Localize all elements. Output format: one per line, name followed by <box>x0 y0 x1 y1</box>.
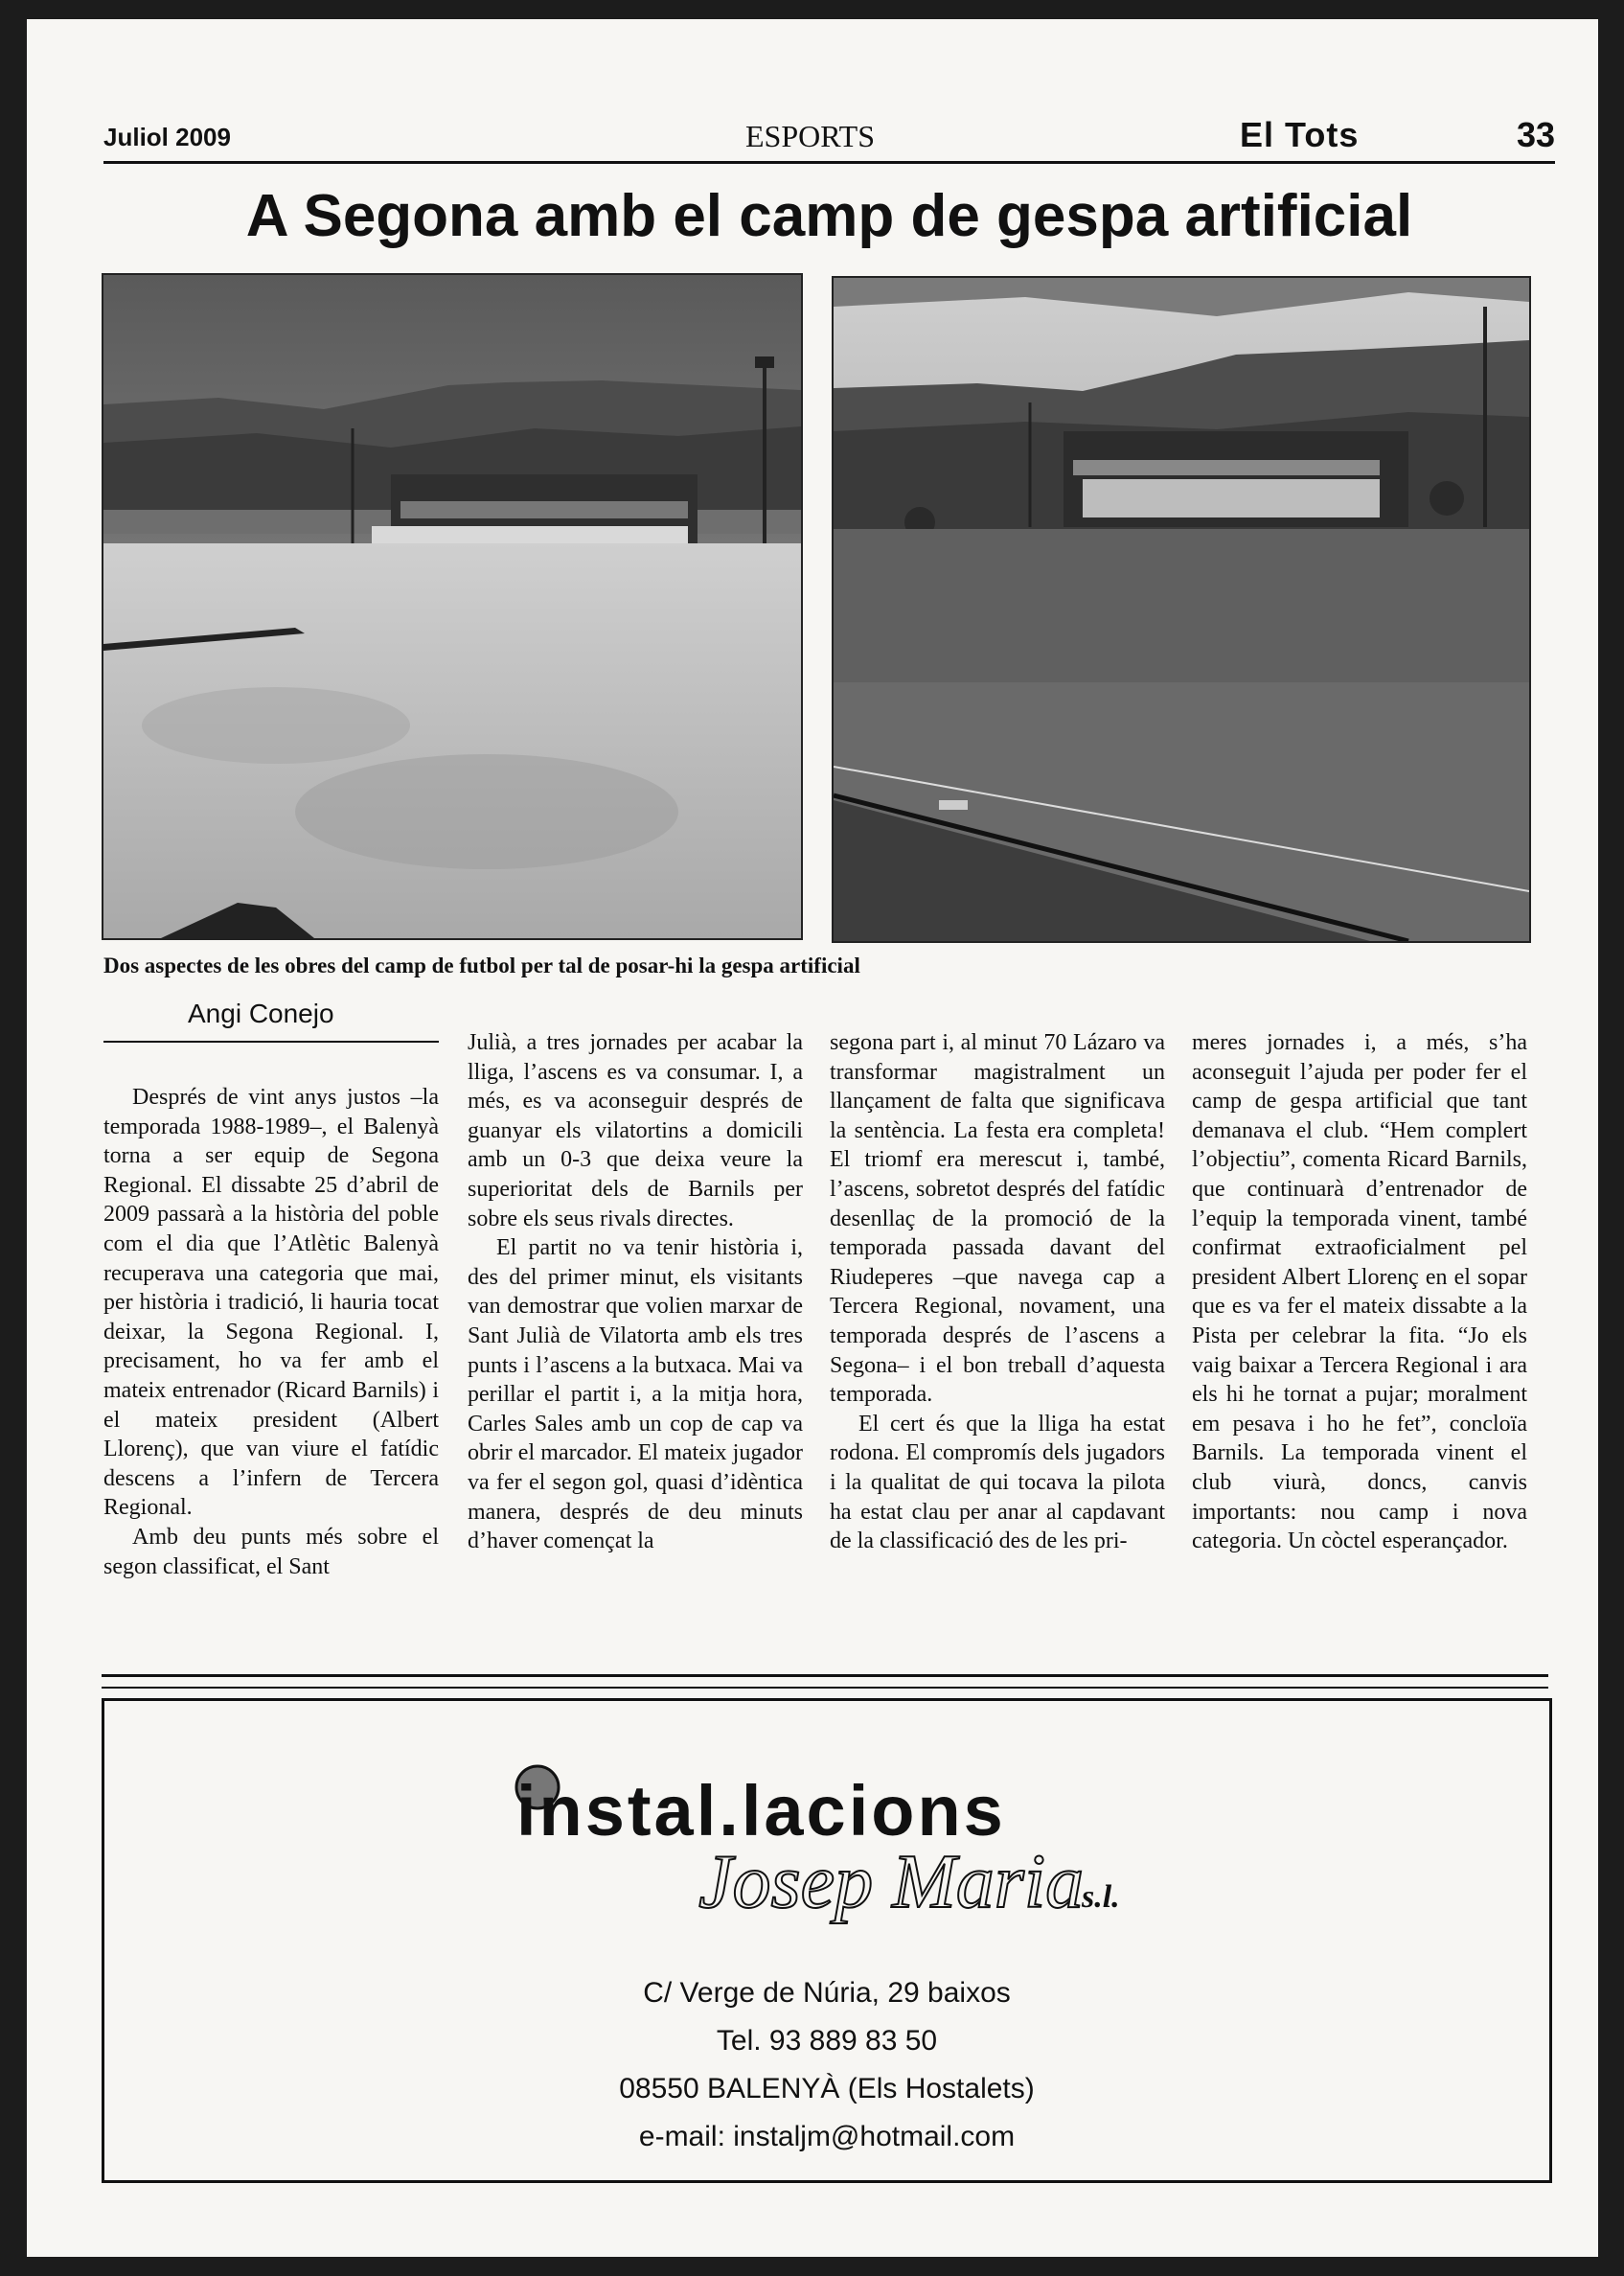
company-logo <box>488 1739 1254 1931</box>
article-author <box>103 999 439 1043</box>
logo-script-text: Josep Maria <box>698 1840 1085 1924</box>
header-date: Juliol 2009 <box>103 123 231 151</box>
paragraph: El cert és que la lliga ha estat rodona. El compromís dels jugadors i la qualitat de qui tocava la pilota ha estat clau per anar al capdavant de la classificació des de les pri- <box>830 1411 1165 1554</box>
paragraph: Després de vint anys justos –la temporada 1988-1989–, el Balenyà torna a ser equip de Segona Regional. El dissabte 25 d’abril de 2009 passarà a la història del poble com el dia que l’Atlètic Balenyà recuperava una categoria que mai, per història i tradició, li hauria tocat deixar, la Segona Regional. I, precisament, ho va fer amb el mateix entrenador (Ricard Barnils) i el mateix president (Albert Llorenç), que van viure el fatídic descens a l’infern de Tercera Regional. <box>103 1085 439 1521</box>
paragraph: Julià, a tres jornades per acabar la lliga, l’ascens es va consumar. I, a més, es va aconseguir després de guanyar els vilatortins a domicili amb un 0-3 que deixa veure la superioritat dels de Barnils per sobre els seus rivals directes. <box>468 1030 803 1231</box>
ad-city: 08550 BALENYÀ (Els Hostalets) <box>619 2073 1035 2104</box>
ad-address: C/ Verge de Núria, 29 baixos <box>643 1977 1011 2009</box>
ad-contact <box>104 1969 1549 2161</box>
advertisement <box>102 1698 1552 2183</box>
article-column-4 <box>1192 1028 1527 1556</box>
section-divider <box>102 1674 1548 1689</box>
author-name: Angi Conejo <box>188 999 334 1028</box>
ad-phone: Tel. 93 889 83 50 <box>716 2025 938 2057</box>
article-column-1 <box>103 1083 439 1581</box>
photo-stadium-works <box>102 273 803 940</box>
paragraph: segona part i, al minut 70 Lázaro va transformar magistralment un llançament de falta que significava la sentència. La festa era completa! El triomf era merescut i, també, l’ascens, sobretot després del fatídic desenllaç de la promoció de la temporada passada davant del Riudeperes –que navega cap a Tercera Regional, novament, una temporada després de l’ascens a Segona– i el bon treball d’aquesta temporada. <box>830 1030 1165 1408</box>
magazine-page <box>27 19 1598 2257</box>
article-column-3 <box>830 1028 1165 1556</box>
logo-suffix-text: s.l. <box>1082 1879 1120 1915</box>
photo-caption: Dos aspectes de les obres del camp de futbol per tal de posar-hi la gespa artificial <box>103 954 860 977</box>
paragraph: El partit no va tenir història i, des del primer minut, els visitants van demostrar que volien marxar de Sant Julià de Vilatorta amb els tres punts i l’ascens a la butxaca. Mai va perillar el partit i, a la mitja hora, Carles Sales amb un cop de cap va obrir el marcador. El mateix jugador va fer el segon gol, quasi d’idèntica manera, després de deu minuts d’haver començat la <box>468 1235 803 1554</box>
article-column-2 <box>468 1028 803 1556</box>
article-headline: A Segona amb el camp de gespa artificial <box>245 183 1413 249</box>
paragraph: Amb deu punts més sobre el segon classificat, el Sant <box>103 1524 439 1579</box>
photo-stadium-artificial-turf <box>832 276 1531 943</box>
paragraph: meres jornades i, a més, s’ha aconseguit l’ajuda per poder fer el camp de gespa artificial que tant demanava el club. “Hem complert l’objectiu”, comenta Ricard Barnils, que continuarà d’entrenador de l’equip la temporada vinent, també confirmat extraoficialment pel president Albert Llorenç en el sopar que es va fer el mateix dissabte a la Pista per celebrar la fita. “Jo els vaig baixar a Tercera Regional i ara els hi he tornat a pujar; moralment em pesava i ho he fet”, concloïa Barnils. La temporada vinent el club viurà, doncs, canvis importants: nou camp i nova categoria. Un còctel esperançador. <box>1192 1030 1527 1554</box>
header-page-number: 33 <box>1516 115 1555 154</box>
logo-main-text: instal.lacions <box>516 1771 1006 1851</box>
header-publication: El Tots <box>1240 115 1360 154</box>
page-header <box>103 103 1555 164</box>
ad-email: e-mail: instaljm@hotmail.com <box>638 2121 1016 2152</box>
header-section: ESPORTS <box>745 119 876 153</box>
